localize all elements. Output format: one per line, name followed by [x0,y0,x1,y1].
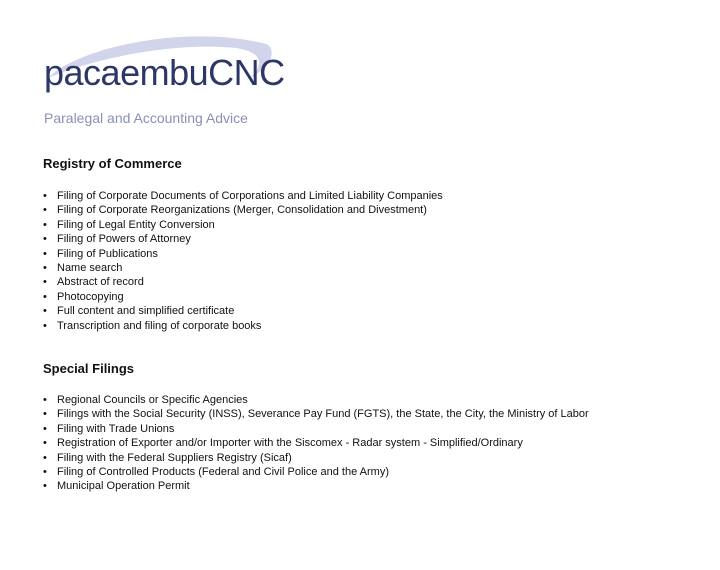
list-item-text: Full content and simplified certificate [57,305,235,318]
list-item [43,203,443,217]
list-item-text: Filing of Legal Entity Conversion [57,218,215,231]
list-item-text: Regional Councils or Specific Agencies [57,394,248,406]
bullet-icon: • [43,233,47,246]
logo-tagline: Paralegal and Accounting Advice [44,110,248,126]
bullet-icon: • [43,290,47,303]
logo-wordmark [44,52,285,94]
bullet-icon: • [43,394,47,406]
bullet-icon: • [43,480,47,493]
bullet-icon: • [43,437,47,450]
bullet-icon: • [43,451,47,464]
list-item [43,232,443,246]
section-title-registry-of-commerce: Registry of Commerce [43,156,182,171]
bullet-icon: • [43,218,47,231]
list-item-text: Filings with the Social Security (INSS), Severance Pay Fund (FGTS), the State, the City, the Ministry of Labor [57,408,589,421]
list-item [43,451,589,465]
logo-wordmark-part1: pacaembu [44,52,209,93]
list-item-text: Filing with Trade Unions [57,422,175,435]
section-title-special-filings: Special Filings [43,361,135,376]
list-item-text: Registration of Exporter and/or Importer with the Siscomex - Radar system - Simplified/Ordinary [57,437,523,450]
list-item [43,218,443,232]
list-item [43,319,443,333]
list-item-text: Abstract of record [57,276,144,289]
list-item-text: Name search [57,262,123,275]
list-item [43,247,443,261]
list-item-text: Photocopying [57,290,124,303]
list-item-text: Filing of Controlled Products (Federal and Civil Police and the Army) [57,466,389,479]
list-item [43,275,443,289]
list-item [43,422,589,436]
bullet-icon: • [43,247,47,260]
list-item [43,290,443,304]
list-item-text: Transcription and filing of corporate books [57,319,262,332]
list-item-text: Filing of Corporate Reorganizations (Merger, Consolidation and Divestment) [57,204,427,217]
bullet-icon: • [43,408,47,421]
list-item-text: Filing with the Federal Suppliers Registry (Sicaf) [57,451,292,464]
bullet-icon: • [43,204,47,217]
logo-wordmark-part2: CNC [208,52,285,93]
bullet-icon: • [43,276,47,289]
registry-of-commerce-list [43,189,443,333]
list-item [43,393,589,407]
bullet-icon: • [43,305,47,318]
special-filings-list [43,393,589,494]
bullet-icon: • [43,319,47,332]
list-item [43,436,589,450]
list-item [43,407,589,421]
list-item-text: Filing of Powers of Attorney [57,233,191,246]
bullet-icon: • [43,422,47,435]
bullet-icon: • [43,466,47,479]
company-logo [40,26,285,131]
list-item [43,189,443,203]
list-item-text: Filing of Corporate Documents of Corporations and Limited Liability Companies [57,190,443,202]
list-item [43,261,443,275]
list-item [43,465,589,479]
list-item-text: Filing of Publications [57,247,158,260]
list-item-text: Municipal Operation Permit [57,480,190,493]
bullet-icon: • [43,262,47,275]
bullet-icon: • [43,190,47,202]
list-item [43,304,443,318]
list-item [43,479,589,493]
